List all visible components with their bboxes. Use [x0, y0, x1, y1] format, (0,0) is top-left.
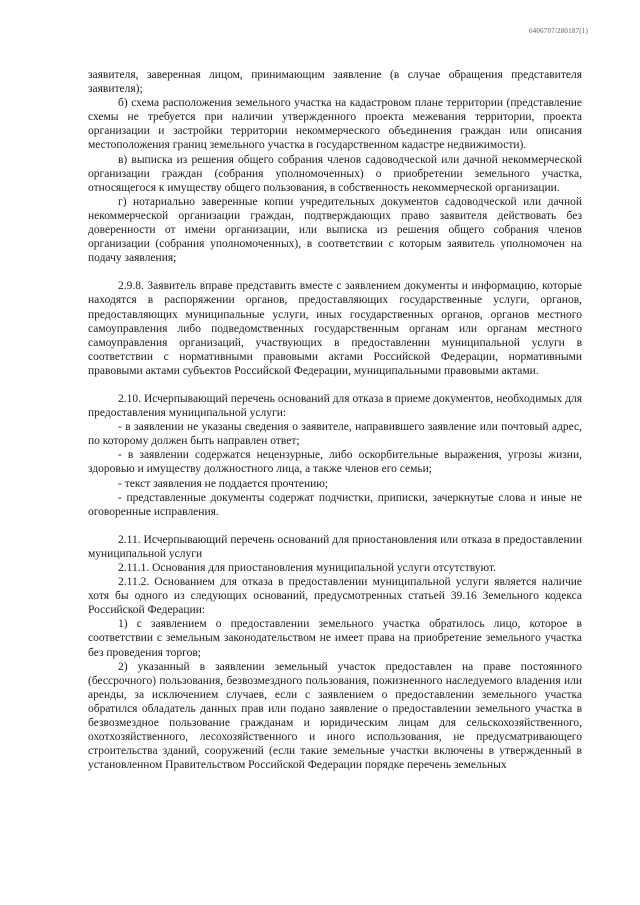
document-body	[88, 68, 582, 772]
document-number: 6406707/280187(1)	[528, 27, 588, 35]
paragraph-2-11-2: 2.11.2. Основанием для отказа в предоставлении муниципальной услуги является наличие хотя бы одного из следующих оснований, предусмотренных статьей 39.16 Земельного кодекса Российской Федерации:	[88, 576, 582, 617]
paragraph-2-9-8: 2.9.8. Заявитель вправе представить вместе с заявлением документы и информацию, которые находятся в распоряжении органов, предоставляющих государственные услуги, органов, предоставляющих муниципальные услуги, иных государственных органов, органов местного самоуправления либо подведомственных государственным органам или органам местного самоуправления организаций, участвующих в предоставлении муниципальной услуги в соответствии с нормативными правовыми актами Российской Федерации, нормативными правовыми актами субъектов Российской Федерации, муниципальными правовыми актами.	[88, 280, 582, 377]
paragraph-applicant-copy: заявителя, заверенная лицом, принимающим заявление (в случае обращения представителя заявителя);	[88, 69, 582, 96]
paragraph-item-b: б) схема расположения земельного участка на кадастровом плане территории (представление схемы не требуется при наличии утвержденного проекта межевания территории, проекта организации и застройки территории некоммерческого объединения граждан или описания местоположения границ земельного участка в государственном кадастре недвижимости).	[88, 97, 582, 152]
paragraph-2-10: 2.10. Исчерпывающий перечень оснований для отказа в приеме документов, необходимых для предоставления муниципальной услуги:	[88, 392, 582, 420]
paragraph-2-11-1: 2.11.1. Основания для приостановления муниципальной услуги отсутствуют.	[118, 562, 497, 574]
paragraph-item-v: в) выписка из решения общего собрания членов садоводческой или дачной некоммерческой организации граждан (собрания уполномоченных) о приобретении земельного участка, относящегося к имуществу общего пользования, в собственность некоммерческой организации.	[88, 153, 582, 194]
list-item-corrections: - представленные документы содержат подчистки, приписки, зачеркнутые слова и иные не оговоренные исправления.	[88, 491, 582, 518]
list-item-refusal-2: 2) указанный в заявлении земельный участок предоставлен на праве постоянного (бессрочного) пользования, безвозмездного пользования, пожизненного наследуемого владения или аренды, за исключением случаев, если с заявлением о предоставлении земельного участка обратился обладатель данных прав или подано заявление о предоставлении земельного участка в безвозмездное пользование гражданам и юридическим лицам для сельскохозяйственного, охотхозяйственного, лесохозяйственного и иного использования, не предусматривающего строительства зданий, сооружений (если такие земельные участки включены в утвержденный в установленном Правительством Российской Федерации порядке перечень земельных	[88, 660, 582, 772]
paragraph-gap	[88, 378, 582, 392]
list-item-unreadable: - текст заявления не поддается прочтению;	[118, 477, 329, 490]
list-item-offensive-content: - в заявлении содержатся нецензурные, либо оскорбительные выражения, угрозы жизни, здоровью и имуществу должностного лица, а также членов его семьи;	[88, 449, 582, 476]
paragraph-item-g: г) нотариально заверенные копии учредительных документов садоводческой или дачной некоммерческой организации граждан, подтверждающих право заявителя действовать без доверенности от имени организации, или выписка из решения общего собрания членов организации (собрания уполномоченных), в соответствии с которым заявитель уполномочен на подачу заявления;	[88, 195, 582, 265]
paragraph-2-11: 2.11. Исчерпывающий перечень оснований для приостановления или отказа в предоставлении муниципальной услуги	[88, 533, 582, 560]
list-item-no-applicant-info: - в заявлении не указаны сведения о заявителе, направившего заявление или почтовый адрес, по которому должен быть направлен ответ;	[88, 421, 582, 448]
list-item-refusal-1: 1) с заявлением о предоставлении земельного участка обратилось лицо, которое в соответствии с земельным законодательством не имеет права на приобретение земельного участка без проведения торгов;	[88, 618, 582, 659]
paragraph-gap	[88, 265, 582, 279]
paragraph-gap	[88, 519, 582, 533]
